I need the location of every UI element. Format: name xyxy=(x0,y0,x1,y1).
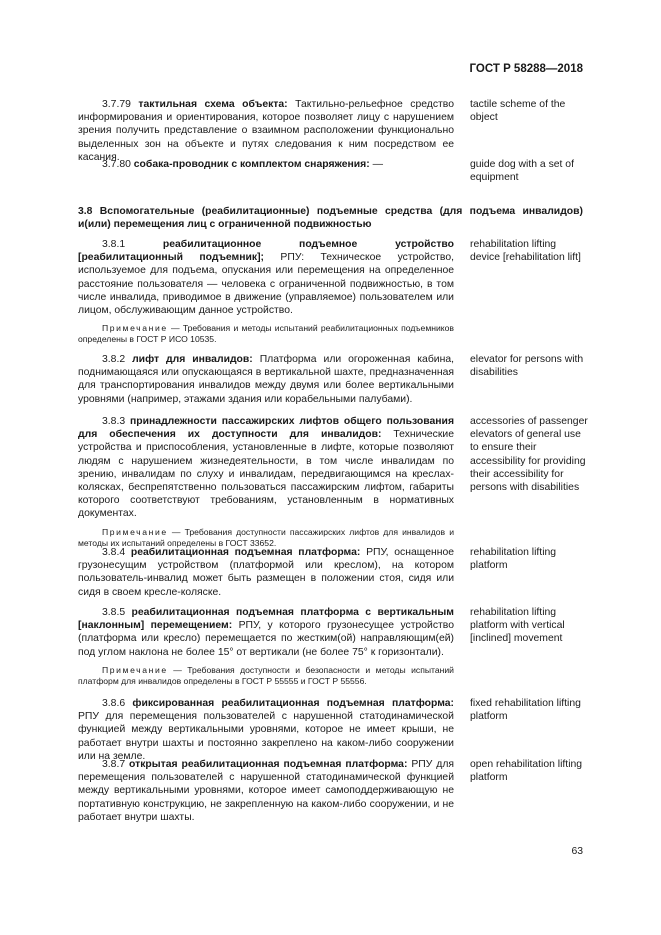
term-english: rehabilitation lifting device [rehabilitation lift] xyxy=(470,239,581,264)
note-text: — Требования доступности пассажирских лифтов для инвалидов и методы их испытаний определены в ГОСТ 33652. xyxy=(78,526,454,548)
note-text: — Требования доступности и безопасности и методы испытаний платформ для инвалидов определены в ГОСТ Р 55555 и ГОСТ Р 55556. xyxy=(78,664,454,686)
term-definition-ru xyxy=(78,238,454,345)
term-name: реабилитационная подъемная платформа: xyxy=(130,547,361,558)
term-definition-ru xyxy=(78,758,454,824)
note-text: — Требования и методы испытаний реабилитационных подъемников определены в ГОСТ Р ИСО 10535. xyxy=(78,323,454,345)
term-name: тактильная схема объекта: xyxy=(138,99,288,110)
term-number: 3.7.79 xyxy=(102,99,131,110)
section-title: 3.8 Вспомогательные (реабилитационные) подъемные средства (для подъема инвалидов) и(или) перемещения лиц с ограниченной подвижностью xyxy=(78,206,583,231)
term-number: 3.8.3 xyxy=(102,416,126,427)
term-definition-ru xyxy=(78,98,454,164)
term-name: реабилитационное подъемное устройство [реабилитационный подъемник]; xyxy=(78,239,454,264)
term-english: fixed rehabilitation lifting platform xyxy=(470,698,581,723)
term-name: собака-проводник с комплектом снаряжения: xyxy=(133,159,370,170)
term-number: 3.8.2 xyxy=(102,354,126,365)
term-text: — xyxy=(369,159,383,170)
page-number: 63 xyxy=(571,846,583,857)
term-number: 3.8.6 xyxy=(102,698,126,709)
term-name: фиксированная реабилитационная подъемная платформа: xyxy=(132,698,455,709)
term-definition-ru xyxy=(78,353,454,406)
note-label: Примечание xyxy=(102,526,168,537)
term-text: Тактильно-рельефное средство информирования и ориентирования, которое позволяет лицу с нарушением зрения получить представление о взаимном расположении функционально выделенных зон на объекте и путях следования к ним посредством ее касания. xyxy=(78,99,454,163)
term-english: tactile scheme of the object xyxy=(470,99,566,124)
term-english: rehabilitation lifting platform with vertical [inclined] movement xyxy=(470,607,565,645)
term-note xyxy=(78,665,454,687)
term-text: Технические устройства и приспособления, установленные в лифте, которые позволяют людям с нарушением жизнедеятельности, в том числе инвалидам по зрению, инвалидам по слуху и инвалидам, передвигающимся на креслах-колясках, беспрепятственно пользоваться пассажирским лифтом, габариты которого соответствуют требованиям, установленным в нормативных документах. xyxy=(78,429,454,520)
term-definition-ru xyxy=(78,546,454,599)
term-number: 3.8.1 xyxy=(102,239,126,250)
term-text: РПУ, оснащенное грузонесущим устройством (платформой или креслом), на котором пользователь-инвалид может быть размещен в положении стоя, сидя или сидя в своем кресле-коляске. xyxy=(78,547,455,598)
term-definition-ru xyxy=(78,606,454,687)
term-english: guide dog with a set of equipment xyxy=(470,159,574,184)
term-number: 3.8.5 xyxy=(102,607,126,618)
term-text: РПУ для перемещения пользователей с нарушенной статодинамической функцией между вертикальными уровнями, которое имеет самоподдерживающую не портативную конструкцию, не закрепленную на каком-либо сооружении, и не работает внутри шахты. xyxy=(78,759,455,823)
note-label: Примечание xyxy=(102,323,168,334)
term-number: 3.7.80 xyxy=(102,159,131,170)
term-english: accessories of passenger elevators of general use to ensure their accessibility for providing their accessibility for persons with disabilities xyxy=(470,416,588,494)
term-definition-ru xyxy=(78,697,454,763)
term-english: rehabilitation lifting platform xyxy=(470,547,557,572)
document-header: ГОСТ Р 58288—2018 xyxy=(469,63,583,75)
section-heading xyxy=(78,205,583,231)
term-definition-ru xyxy=(78,415,454,549)
term-english: open rehabilitation lifting platform xyxy=(470,759,583,784)
note-label: Примечание xyxy=(102,664,168,675)
term-definition-ru xyxy=(78,158,454,171)
term-text: Платформа или огороженная кабина, поднимающаяся или опускающаяся в вертикальной шахте, предназначенная для транспортирования инвалидов между двумя или более вертикальными уровнями (например, этажами здания или корабельными палубами). xyxy=(78,354,454,405)
term-text: РПУ, у которого грузонесущее устройство (платформа или кресло) перемещается по жестким(ой) направляющим(ей) под углом наклона не более 15° от вертикали (не более 75° к горизонтали). xyxy=(78,620,454,658)
term-name: открытая реабилитационная подъемная платформа: xyxy=(129,759,408,770)
term-text: РПУ для перемещения пользователей с нарушенной статодинамической функцией между вертикальными уровнями, которое не имеет крыши, не работает внутри шахты и постоянно закреплено на каком-либо сооружении или на земле. xyxy=(78,711,454,762)
term-number: 3.8.7 xyxy=(102,759,126,770)
term-text: РПУ: Техническое устройство, используемое для подъема, опускания или перемещения на определенное расстояние пользователя — человека с ограниченной подвижностью, в том числе инвалида, приводимое в движение (управляемое) пользователем или лицом, обслуживающим данное устройство. xyxy=(78,252,454,317)
term-note xyxy=(78,323,454,345)
term-name: принадлежности пассажирских лифтов общего пользования для обеспечения их доступности для инвалидов: xyxy=(78,416,455,441)
term-name: реабилитационная подъемная платформа с вертикальным [наклонным] перемещением: xyxy=(78,607,454,632)
term-english: elevator for persons with disabilities xyxy=(470,354,584,379)
term-number: 3.8.4 xyxy=(102,547,126,558)
term-name: лифт для инвалидов: xyxy=(132,354,253,365)
